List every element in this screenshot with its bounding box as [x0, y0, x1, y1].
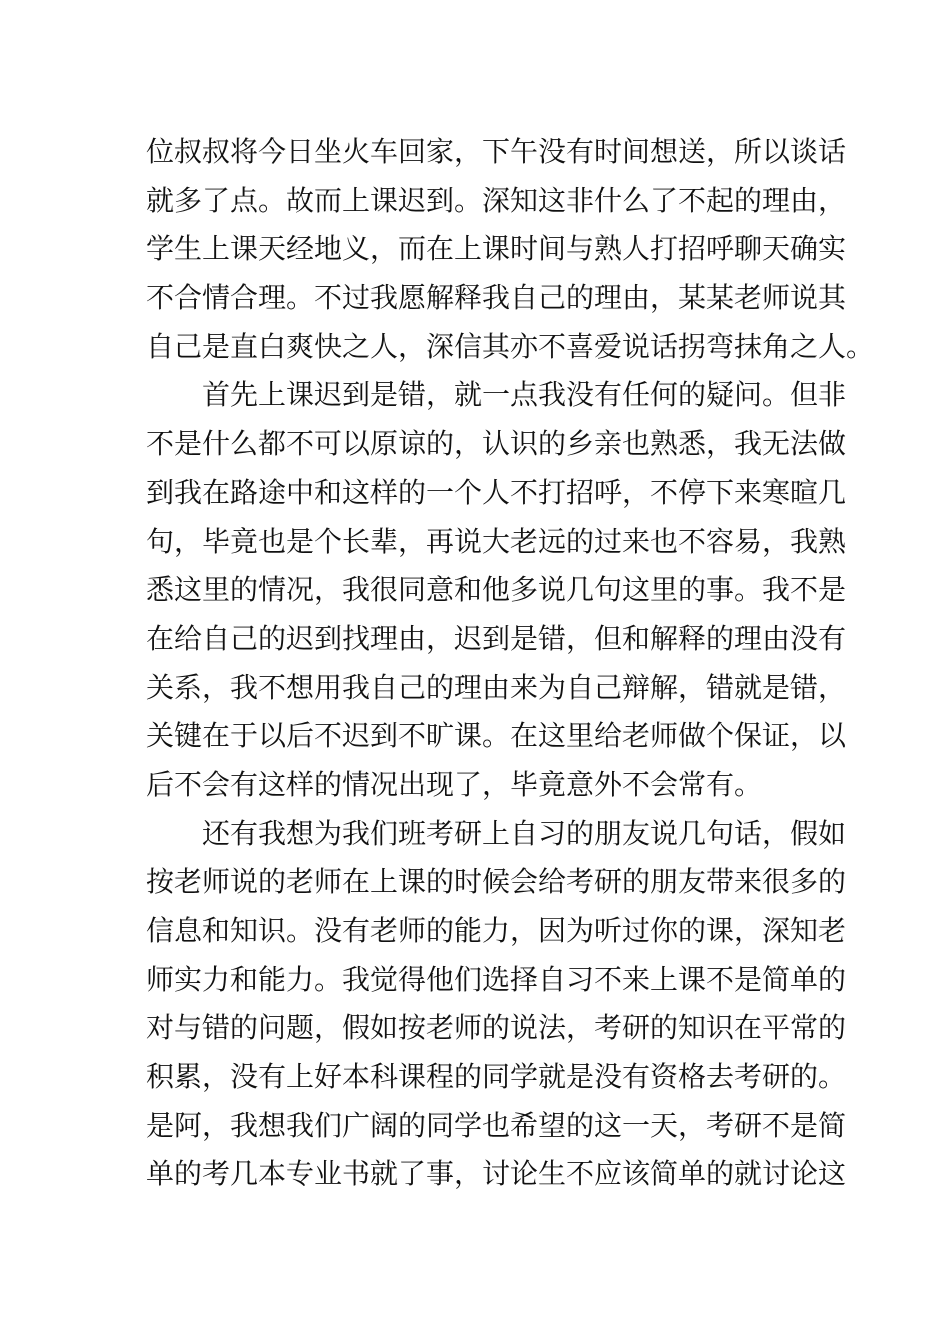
paragraph-start-line: 首先上课迟到是错，就一点我没有任何的疑问。但非	[202, 378, 847, 412]
paragraph-start-line: 还有我想为我们班考研上自习的朋友说几句话，假如	[202, 816, 847, 850]
text-line: 按老师说的老师在上课的时候会给考研的朋友带来很多的	[146, 865, 847, 899]
body-text	[146, 128, 875, 1199]
text-line: 句，毕竟也是个长辈，再说大老远的过来也不容易，我熟	[146, 524, 847, 558]
text-line: 悉这里的情况，我很同意和他多说几句这里的事。我不是	[146, 573, 847, 607]
text-line: 信息和知识。没有老师的能力，因为听过你的课，深知老	[146, 914, 847, 947]
text-line: 位叔叔将今日坐火车回家，下午没有时间想送，所以谈话	[146, 135, 847, 168]
text-line: 积累，没有上好本科课程的同学就是没有资格去考研的。	[146, 1060, 847, 1094]
text-line: 后不会有这样的情况出现了，毕竟意外不会常有。	[146, 767, 763, 801]
text-line: 关键在于以后不迟到不旷课。在这里给老师做个保证，以	[146, 719, 847, 753]
text-line: 是阿，我想我们广阔的同学也希望的这一天，考研不是简	[146, 1108, 847, 1142]
text-line: 学生上课天经地义，而在上课时间与熟人打招呼聊天确实	[146, 232, 847, 266]
text-line: 不是什么都不可以原谅的，认识的乡亲也熟悉，我无法做	[146, 427, 847, 461]
text-line: 就多了点。故而上课迟到。深知这非什么了不起的理由，	[146, 183, 847, 217]
text-line: 不合情合理。不过我愿解释我自己的理由，某某老师说其	[146, 281, 847, 315]
text-line: 到我在路途中和这样的一个人不打招呼，不停下来寒暄几	[146, 475, 847, 509]
text-line: 自己是直白爽快之人，深信其亦不喜爱说话拐弯抹角之人。	[146, 329, 875, 363]
text-line: 单的考几本专业书就了事，讨论生不应该简单的就讨论这	[146, 1157, 847, 1191]
text-line: 对与错的问题，假如按老师的说法，考研的知识在平常的	[146, 1011, 847, 1045]
text-line: 在给自己的迟到找理由，迟到是错，但和解释的理由没有	[146, 621, 847, 655]
text-line: 师实力和能力。我觉得他们选择自习不来上课不是简单的	[146, 962, 847, 996]
text-line: 关系，我不想用我自己的理由来为自己辩解，错就是错，	[146, 670, 847, 704]
